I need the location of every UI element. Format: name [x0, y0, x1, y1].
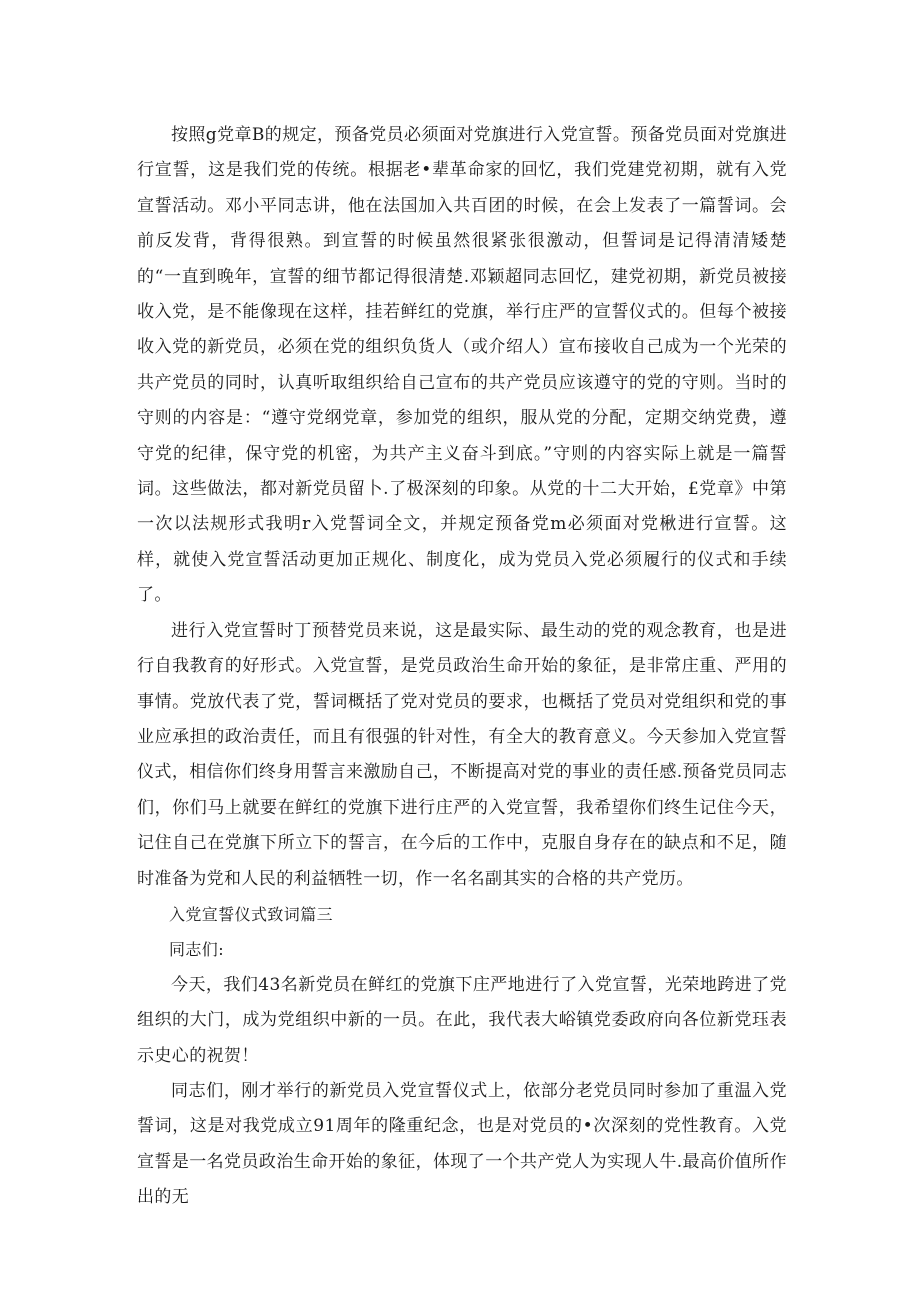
paragraph-congratulation: 今天，我们43名新党员在鲜红的党旗下庄严地进行了入党宣誓，光荣地跨进了党组织的大门，成为党组织中新的一员。在此，我代表大峪镇党委政府向各位新党珏表示史心的祝贺！	[137, 974, 787, 1066]
document-body	[137, 118, 787, 1216]
salutation: 同志们:	[169, 940, 224, 960]
paragraph-oath-education: 进行入党宣誓时丁预替党员来说，这是最实际、最生动的党的观念教育，也是进行自我教育的好形式。入党宣誓，是党员政治生命开始的象征，是非常庄重、严用的事情。党放代表了党，誓词概括了党对党员的要求，也概括了党员对党组织和党的事业应承担的政治责任，而且有很强的针对性，有全大的教育意义。今天参加入党宣誓仪式，相信你们终身用誓言来激励自己，不断提高对党的事业的责任感.预备党员同志们，你们马上就要在鲜红的党旗下进行庄严的入党宣誓，我希望你们终生记住今天，记住自己在党旗下所立下的誓言，在今后的工作中，克服自身存在的缺点和不足，随时准备为党和人民的利益牺牲一切，作一名名副其实的合格的共产党历。	[137, 620, 787, 889]
paragraph-oath-tradition: 按照g党章B的规定，预备党员必须面对党旗进行入党宣誓。预备党员面对党旗进行宣誓，这是我们党的传统。根据老•辈革命家的回忆，我们党建党初期，就有入党宣誓活动。邓小平同志讲，他在法国加入共百团的时候，在会上发表了一篇誓词。会前反发背，背得很熟。到宣誓的时候虽然很紧张很激动，但誓词是记得清清矮楚的“一直到晚年，宣誓的细节都记得很清楚.邓颖超同志回忆，建党初期，新党员被接收入党，是不能像现在这样，挂若鲜红的党旗，举行庄严的宣誓仪式的。但每个被接收入党的新党员，必须在党的组织负货人（或介绍人）宣布接收自己成为一个光荣的共产党员的同时，认真听取组织给自己宣布的共产党员应该遵守的党的守则。当时的守则的内容是：“遵守党纲党章，参加党的组织，服从党的分配，定期交纳党费，遵守党的纪律，保守党的机密，为共产主义奋斗到底。”守则的内容实际上就是一篇誓词。这些做法，都对新党员留卜.了极深刻的印象。从党的十二大开始，£党章》中第一次以法规形式我明r入党誓词全文，并规定预备党m必须面对党楸进行宣誓。这样，就使入党宣誓活动更加正规化、制度化，成为党员入党必须履行的仪式和手续了。	[137, 125, 787, 606]
paragraph-reaffirmation: 同志们，刚才举行的新党员入党宣誓仪式上，依部分老党员同时参加了重温入党誓词，这是对我党成立91周年的隆重纪念，也是对党员的•次深刻的党性教育。入党宣誓是一名党员政治生命开始的象征，体现了一个共产党人为实现人牛.最高价值所作出的无	[137, 1080, 787, 1208]
section-title: 入党宣誓仪式致词篇三	[169, 904, 334, 924]
